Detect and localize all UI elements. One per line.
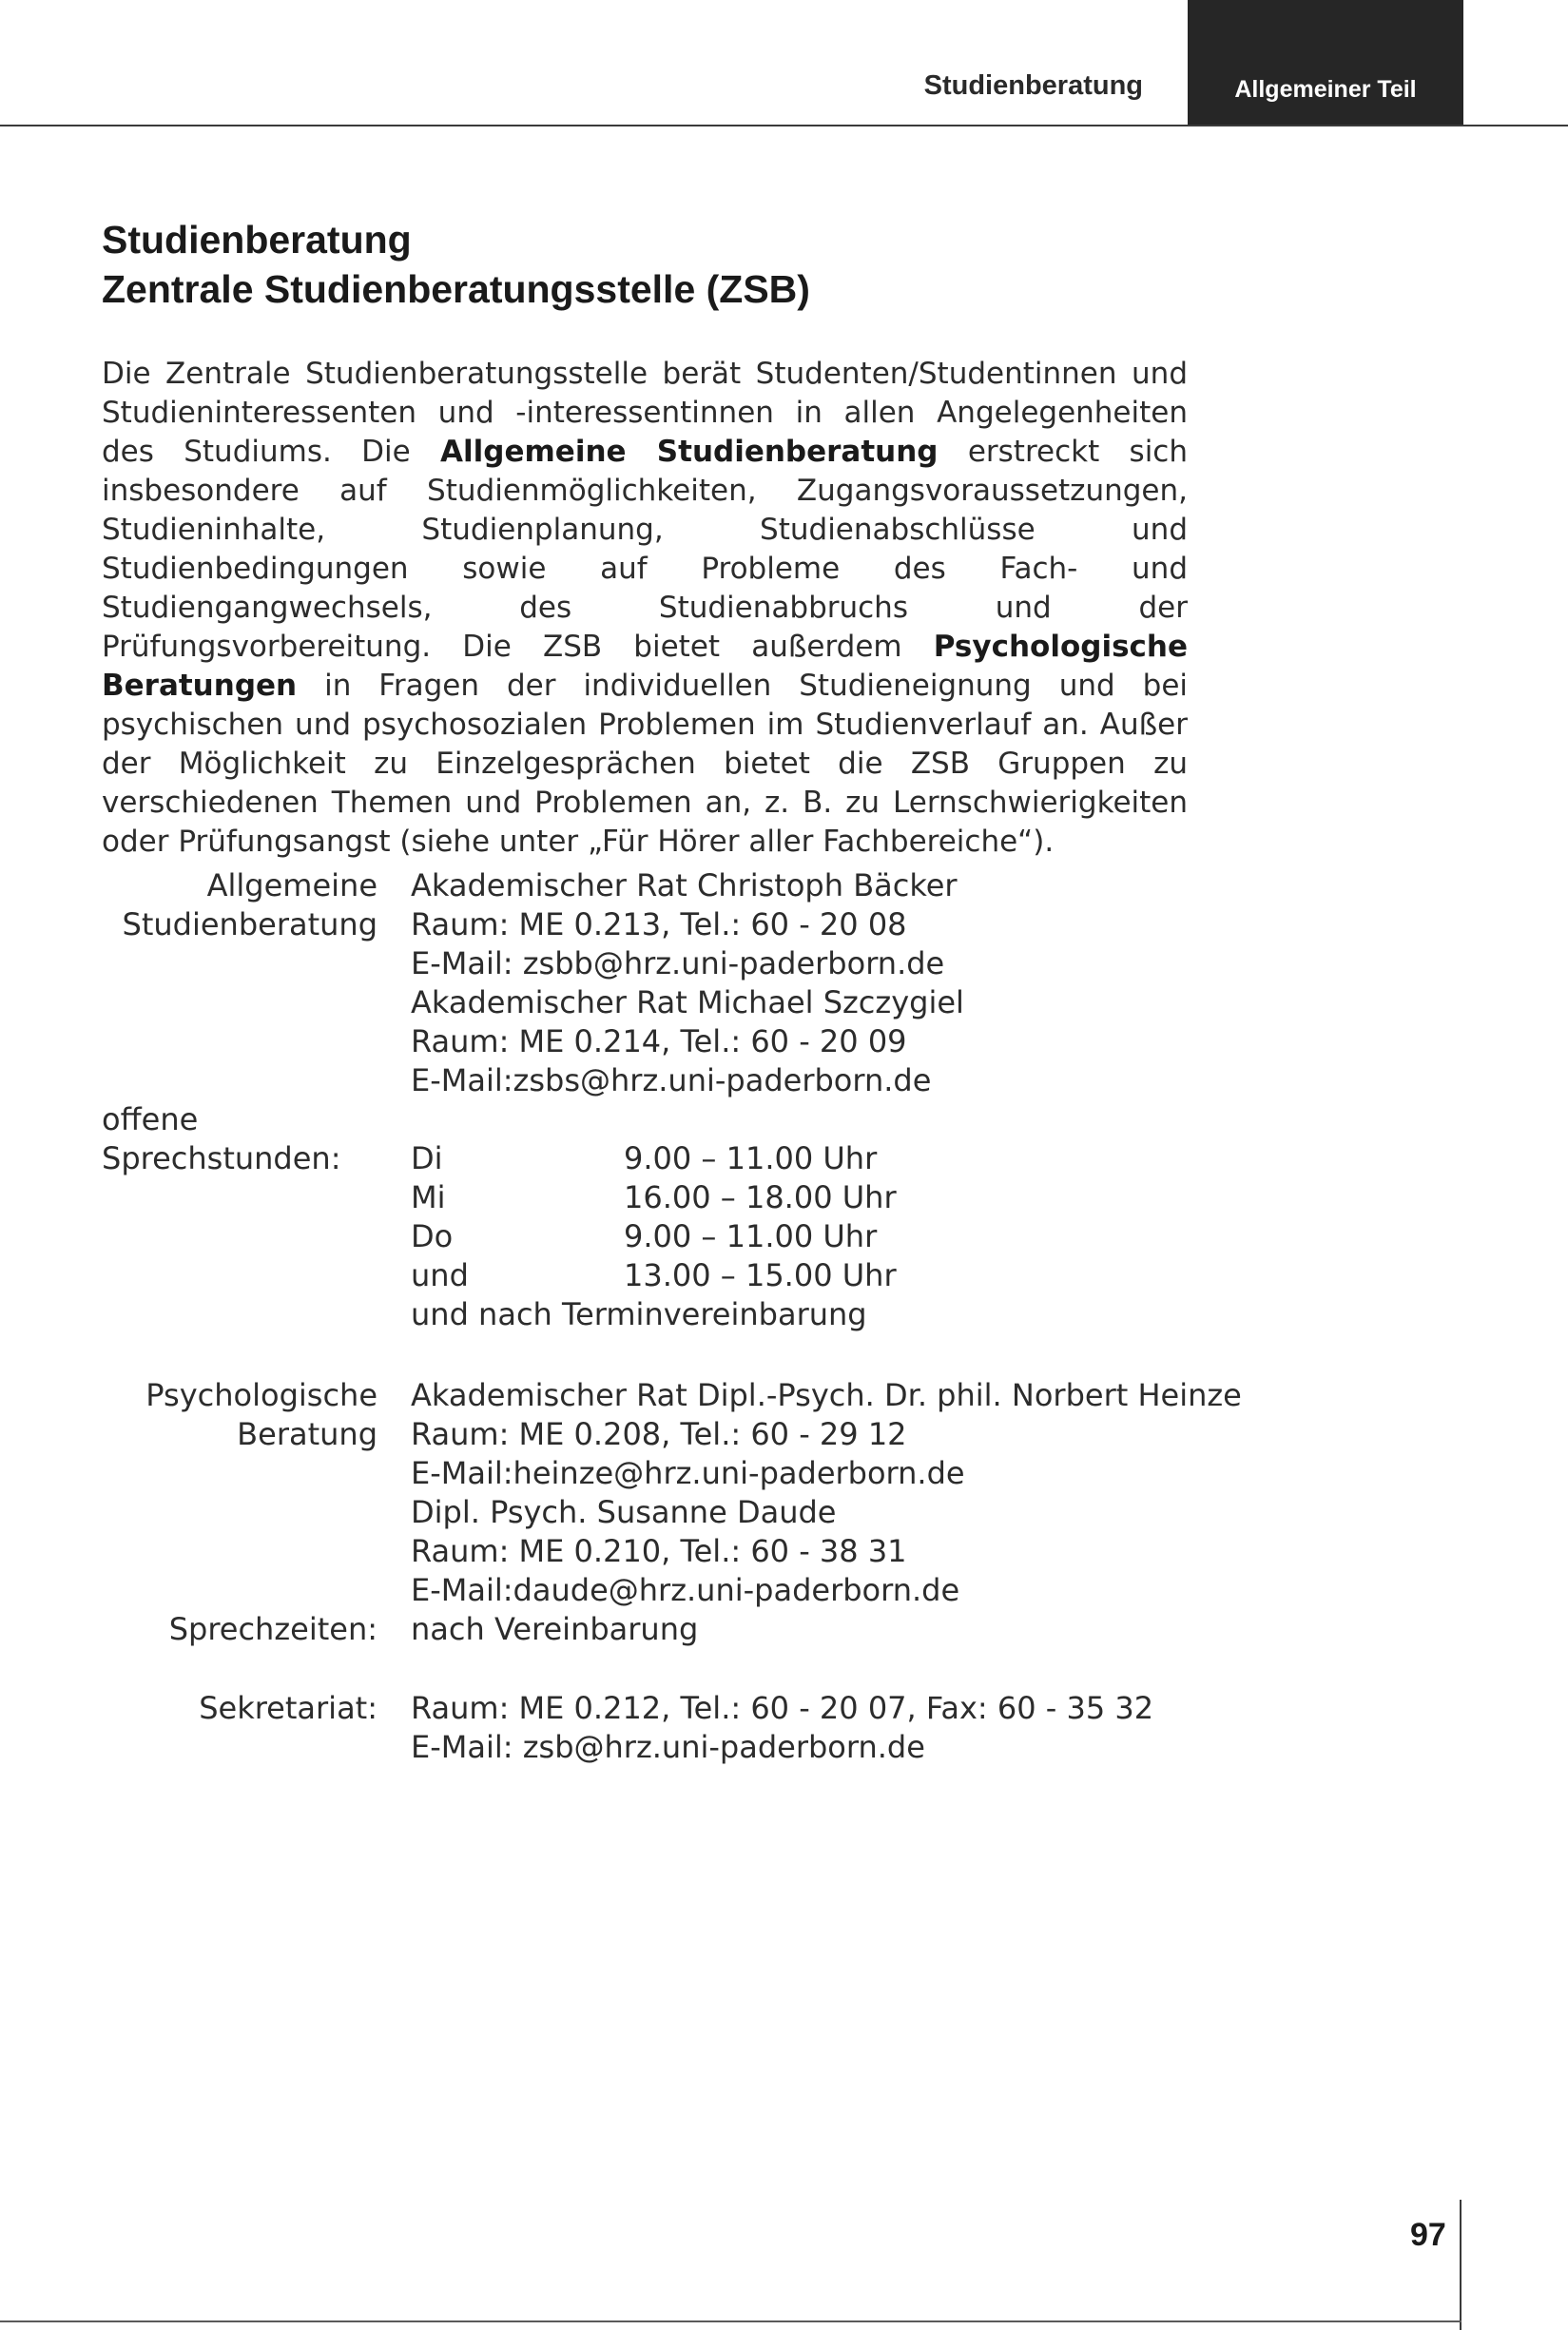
sprechstunden-note: und nach Terminvereinbarung bbox=[411, 1296, 867, 1332]
allgemeine-contact-line: E-Mail:zsbs@hrz.uni-paderborn.de bbox=[411, 1062, 932, 1098]
sprechstunden-day: Di bbox=[411, 1140, 443, 1176]
running-header-section: Studienberatung bbox=[923, 70, 1143, 101]
sprechstunden-time: 9.00 – 11.00 Uhr bbox=[624, 1218, 878, 1254]
psychologische-contact-line: Raum: ME 0.208, Tel.: 60 - 29 12 bbox=[411, 1416, 907, 1452]
intro-text-1: Die Zentrale Studienberatungsstelle berät Studenten/Studentinnen und Studieninteressenten und -interessentinnen in allen Angelegenheiten des Studiums. Die bbox=[102, 357, 1188, 469]
allgemeine-contact-line: Raum: ME 0.214, Tel.: 60 - 20 09 bbox=[411, 1023, 907, 1059]
psychologische-contact-line: Akademischer Rat Dipl.-Psych. Dr. phil. Norbert Heinze bbox=[411, 1377, 1242, 1413]
sprechstunden-label-line-2: Sprechstunden: bbox=[102, 1140, 341, 1176]
allgemeine-label-line-2: Studienberatung bbox=[122, 906, 377, 942]
running-header-tab-label: Allgemeiner Teil bbox=[1234, 76, 1417, 103]
allgemeine-contact-line: E-Mail: zsbb@hrz.uni-paderborn.de bbox=[411, 945, 945, 981]
psychologische-contact-line: E-Mail:daude@hrz.uni-paderborn.de bbox=[411, 1572, 960, 1608]
page-number: 97 bbox=[1410, 2217, 1446, 2253]
sprechstunden-label-line-1: offene bbox=[102, 1101, 199, 1137]
allgemeine-contact-line: Raum: ME 0.213, Tel.: 60 - 20 08 bbox=[411, 906, 907, 942]
page-title-line-1: Studienberatung bbox=[102, 218, 412, 262]
sekretariat-contact-line: Raum: ME 0.212, Tel.: 60 - 20 07, Fax: 60 - 35 32 bbox=[411, 1690, 1154, 1726]
sprechzeiten-label: Sprechzeiten: bbox=[168, 1611, 377, 1647]
sekretariat-label: Sekretariat: bbox=[199, 1690, 377, 1726]
psychologische-contact-line: Dipl. Psych. Susanne Daude bbox=[411, 1494, 837, 1530]
page-title bbox=[102, 215, 810, 314]
allgemeine-label-line-1: Allgemeine bbox=[206, 867, 377, 903]
psychologische-contact-line: E-Mail:heinze@hrz.uni-paderborn.de bbox=[411, 1455, 965, 1491]
sprechstunden-time: 16.00 – 18.00 Uhr bbox=[624, 1179, 897, 1215]
allgemeine-contact-line: Akademischer Rat Christoph Bäcker bbox=[411, 867, 958, 903]
psychologische-label-line-2: Beratung bbox=[237, 1416, 377, 1452]
header-rule bbox=[0, 125, 1568, 126]
psychologische-contact-line: Raum: ME 0.210, Tel.: 60 - 38 31 bbox=[411, 1533, 907, 1569]
sprechstunden-day: Mi bbox=[411, 1179, 446, 1215]
intro-text-3: in Fragen der individuellen Studieneignung und bei psychischen und psychosozialen Problemen im Studienverlauf an. Außer der Möglichkeit zu Einzelgesprächen bietet die ZSB Gruppen zu verschiedenen Themen und Problemen an, z. B. zu Lernschwierigkeiten oder Prüfungsangst (siehe unter „Für Hörer aller Fachbereiche“). bbox=[102, 669, 1188, 859]
sprechstunden-day: Do bbox=[411, 1218, 454, 1254]
sprechzeiten-value: nach Vereinbarung bbox=[411, 1611, 699, 1647]
page-title-line-2: Zentrale Studienberatungsstelle (ZSB) bbox=[102, 267, 810, 311]
running-header-tab bbox=[1188, 0, 1463, 125]
intro-paragraph bbox=[102, 355, 1188, 862]
sprechstunden-day: und bbox=[411, 1257, 469, 1293]
intro-text-2: erstreckt sich insbesondere auf Studienmöglichkeiten, Zugangsvoraussetzungen, Studieninhalte, Studienplanung, Studienabschlüsse und Studienbedingungen sowie auf Probleme des Fach- und Studiengangwechsels, des Studienabbruchs und der Prüfungsvorbereitung. Die ZSB bietet außerdem bbox=[102, 435, 1189, 664]
allgemeine-contact-line: Akademischer Rat Michael Szczygiel bbox=[411, 984, 964, 1020]
intro-bold-psychologische: Psychologische Beratungen bbox=[102, 630, 1188, 703]
sprechstunden-time: 9.00 – 11.00 Uhr bbox=[624, 1140, 878, 1176]
intro-bold-allgemeine: Allgemeine Studienberatung bbox=[440, 435, 939, 469]
footer-horizontal-rule bbox=[0, 2320, 1462, 2322]
psychologische-label-line-1: Psychologische bbox=[145, 1377, 377, 1413]
sprechstunden-time: 13.00 – 15.00 Uhr bbox=[624, 1257, 897, 1293]
footer-vertical-rule bbox=[1460, 2200, 1462, 2330]
sekretariat-contact-line: E-Mail: zsb@hrz.uni-paderborn.de bbox=[411, 1729, 925, 1765]
